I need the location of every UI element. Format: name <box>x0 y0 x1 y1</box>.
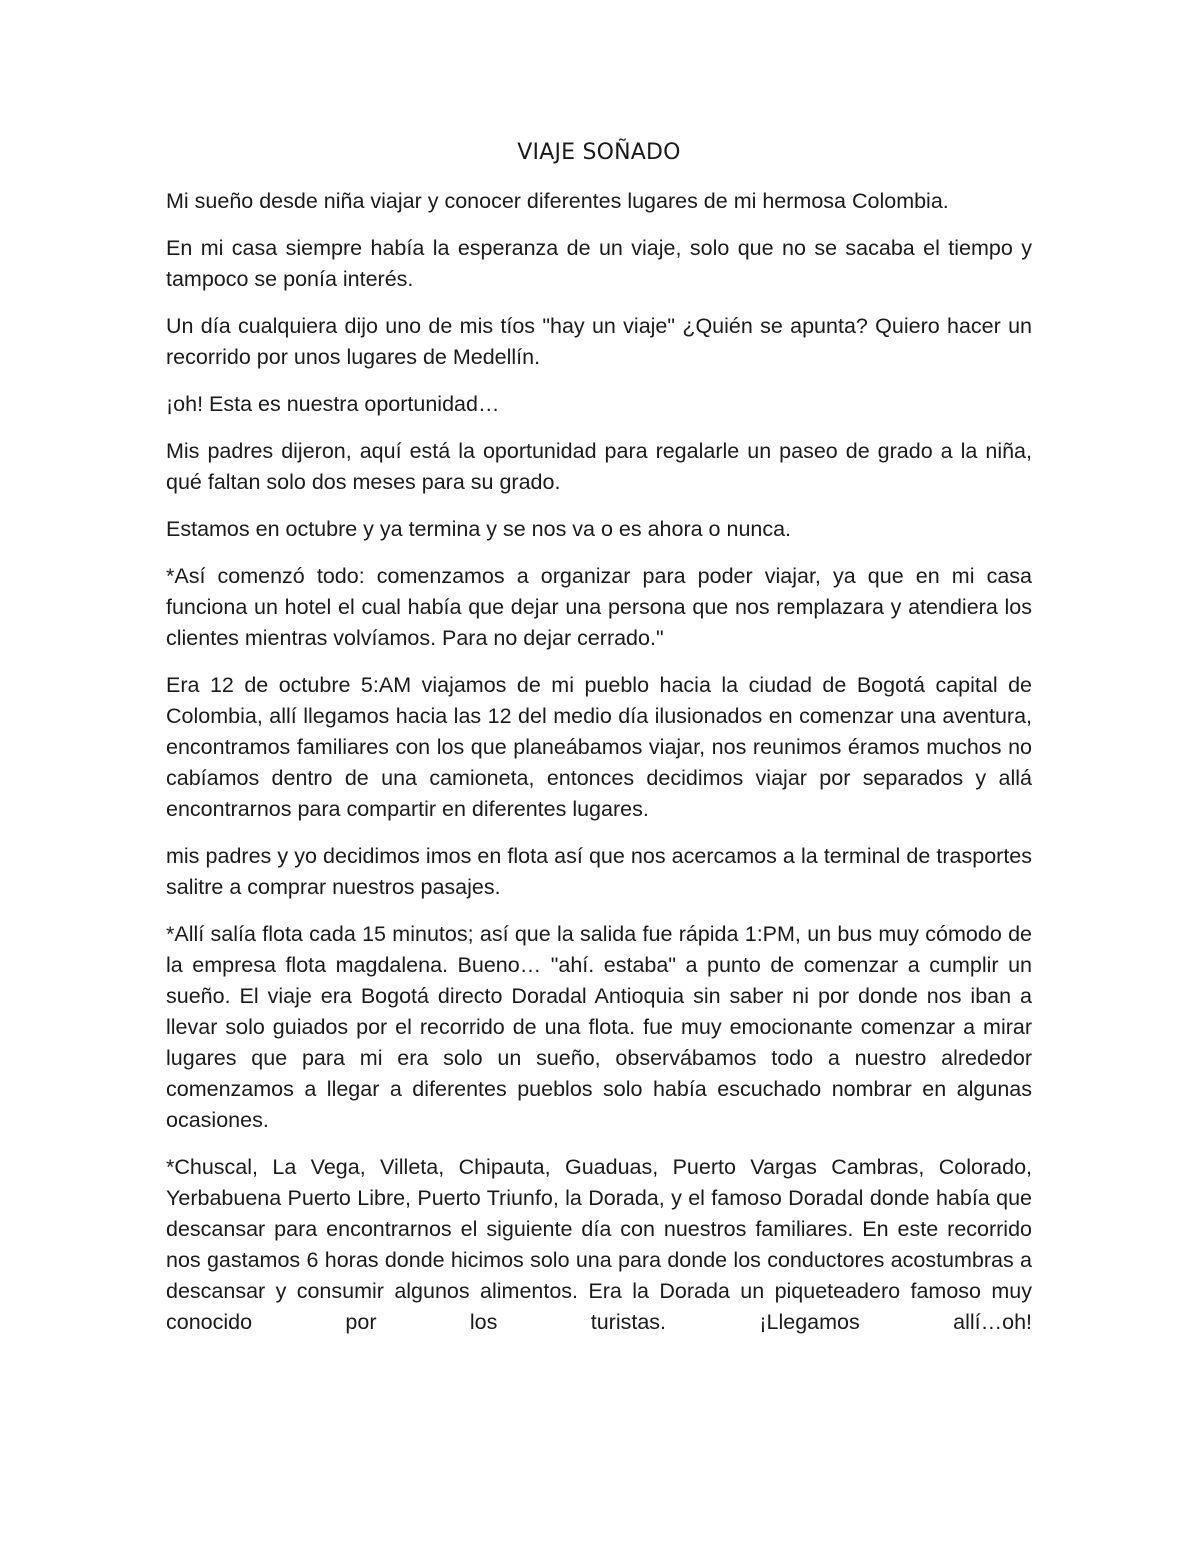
paragraph-10: *Allí salía flota cada 15 minutos; así que la salida fue rápida 1:PM, un bus muy cómodo de la empresa flota magdalena. Bueno… "ahí. estaba" a punto de comenzar a cumplir un sueño. El viaje era Bogotá directo Doradal Antioquia sin saber ni por donde nos iban a llevar solo guiados por el recorrido de una flota. fue muy emocionante comenzar a mirar lugares que para mi era solo un sueño, observábamos todo a nuestro alrededor comenzamos a llegar a diferentes pueblos solo había escuchado nombrar en algunas ocasiones. <box>166 922 1032 1132</box>
paragraph-9: mis padres y yo decidimos imos en flota así que nos acercamos a la terminal de trasportes salitre a comprar nuestros pasajes. <box>166 844 1032 899</box>
paragraph-6: Estamos en octubre y ya termina y se nos va o es ahora o nunca. <box>166 517 792 541</box>
paragraph-4: ¡oh! Esta es nuestra oportunidad… <box>166 392 500 416</box>
document-title: VIAJE SOÑADO <box>517 140 681 165</box>
paragraph-8: Era 12 de octubre 5:AM viajamos de mi pueblo hacia la ciudad de Bogotá capital de Colombia, allí llegamos hacia las 12 del medio día ilusionados en comenzar una aventura, encontramos familiares con los que planeábamos viajar, nos reunimos éramos muchos no cabíamos dentro de una camioneta, entonces decidimos viajar por separados y allá encontrarnos para compartir en diferentes lugares. <box>166 673 1032 821</box>
document-body <box>166 138 1032 1354</box>
paragraph-1: Mi sueño desde niña viajar y conocer diferentes lugares de mi hermosa Colombia. <box>166 189 949 213</box>
paragraph-7: *Así comenzó todo: comenzamos a organizar para poder viajar, ya que en mi casa funciona un hotel el cual había que dejar una persona que nos remplazara y atendiera los clientes mientras volvíamos. Para no dejar cerrado." <box>166 564 1032 650</box>
paragraph-3: Un día cualquiera dijo uno de mis tíos "hay un viaje" ¿Quién se apunta? Quiero hacer un recorrido por unos lugares de Medellín. <box>166 314 1032 369</box>
paragraph-2: En mi casa siempre había la esperanza de un viaje, solo que no se sacaba el tiempo y tampoco se ponía interés. <box>166 236 1032 291</box>
paragraph-5: Mis padres dijeron, aquí está la oportunidad para regalarle un paseo de grado a la niña, qué faltan solo dos meses para su grado. <box>166 439 1032 494</box>
paragraph-11: *Chuscal, La Vega, Villeta, Chipauta, Guaduas, Puerto Vargas Cambras, Colorado, Yerbabuena Puerto Libre, Puerto Triunfo, la Dorada, y el famoso Doradal donde había que descansar para encontrarnos el siguiente día con nuestros familiares. En este recorrido nos gastamos 6 horas donde hicimos solo una para donde los conductores acostumbras a descansar y consumir algunos alimentos. Era la Dorada un piqueteadero famoso muy conocido por los turistas. ¡Llegamos allí…oh! <box>166 1155 1032 1334</box>
